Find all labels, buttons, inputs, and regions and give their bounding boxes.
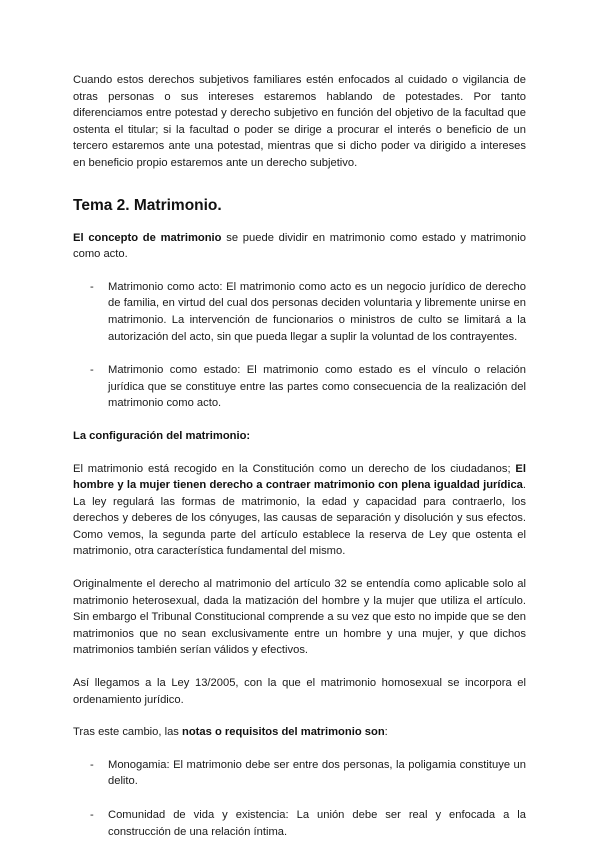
- requisitos-text-1: Tras este cambio, las: [73, 726, 183, 739]
- article-32-paragraph: Originalmente el derecho al matrimonio del artículo 32 se entendía como aplicable solo al matrimonio heterosexual, dada la matización del hombre y la mujer que utiliza el artículo. Sin embargo el Tribunal Constitucional comprende a su vez que esto no impide que se den matrimonios que no sean exclusivamente entre un hombre y una mujer, y que dichos matrimonios también serían válidos y efectivos.: [73, 578, 526, 657]
- ley-paragraph: Así llegamos a la Ley 13/2005, con la que el matrimonio homosexual se incorpora el ordenamiento jurídico.: [73, 677, 526, 706]
- requisitos-text-2: :: [384, 726, 388, 739]
- dash-bullet: -: [90, 364, 94, 377]
- concept-rest: se puede dividir en matrimonio como estado y matrimonio como acto.: [73, 231, 526, 261]
- dash-bullet: -: [90, 758, 94, 771]
- requisitos-list: [73, 757, 526, 840]
- constitution-bold: El hombre y la mujer tienen derecho a contraer matrimonio con plena igualdad jurídica: [73, 462, 526, 492]
- configuracion-heading: La configuración del matrimonio:: [73, 429, 251, 442]
- list-item-text: Matrimonio como estado: El matrimonio como estado es el vínculo o relación jurídica que se constituye entre las partes como consecuencia de la realización del matrimonio como acto.: [108, 364, 526, 410]
- intro-paragraph: Cuando estos derechos subjetivos familiares estén enfocados al cuidado o vigilancia de otras personas o sus intereses estaremos hablando de potestades. Por tanto diferenciamos entre potestad y derecho subjetivo en función del objetivo de la facultad que ostenta el titular; si la facultad o poder se dirige a procurar el interés o beneficio de un tercero estaremos ante una potestad, mientras que si dicho poder va dirigido a intereses en beneficio propio estaremos ante un derecho subjetivo.: [73, 74, 526, 169]
- constitution-paragraph: [73, 461, 526, 561]
- concept-paragraph: [73, 230, 526, 263]
- section-title: Tema 2. Matrimonio.: [73, 196, 222, 214]
- concept-bold: El concepto de matrimonio: [73, 231, 222, 244]
- list-item-text: Comunidad de vida y existencia: La unión debe ser real y enfocada a la construcción de una relación íntima.: [108, 809, 526, 838]
- list-item-text: Matrimonio como acto: El matrimonio como acto es un negocio jurídico de derecho de familia, en virtud del cual dos personas deciden voluntaria y libremente unirse en matrimonio. La intervención de funcionarios o ministros de culto se limitará a la autorización del acto, sin que pueda llegar a suplir la voluntad de los contrayentes.: [108, 280, 526, 343]
- list-item: [73, 757, 526, 790]
- dash-bullet: -: [90, 280, 94, 293]
- list-item: [73, 279, 526, 345]
- requisitos-intro: [73, 724, 526, 741]
- constitution-text-2: . La ley regulará las formas de matrimonio, la edad y capacidad para contraerlo, los derechos y deberes de los cónyuges, las causas de separación y disolución y sus efectos. Como vemos, la segunda parte del artículo establece la reserva de Ley que ostenta el matrimonio, otra característica fundamental del mismo.: [73, 479, 526, 558]
- concept-list: [73, 279, 526, 412]
- page-content: [73, 72, 526, 856]
- list-item-text: Monogamia: El matrimonio debe ser entre dos personas, la poligamia constituye un delito.: [108, 758, 526, 788]
- dash-bullet: -: [90, 809, 94, 821]
- constitution-text-1: El matrimonio está recogido en la Constitución como un derecho de los ciudadanos;: [73, 462, 516, 475]
- requisitos-bold: notas o requisitos del matrimonio son: [182, 726, 385, 739]
- list-item: [73, 362, 526, 412]
- list-item: [73, 807, 526, 840]
